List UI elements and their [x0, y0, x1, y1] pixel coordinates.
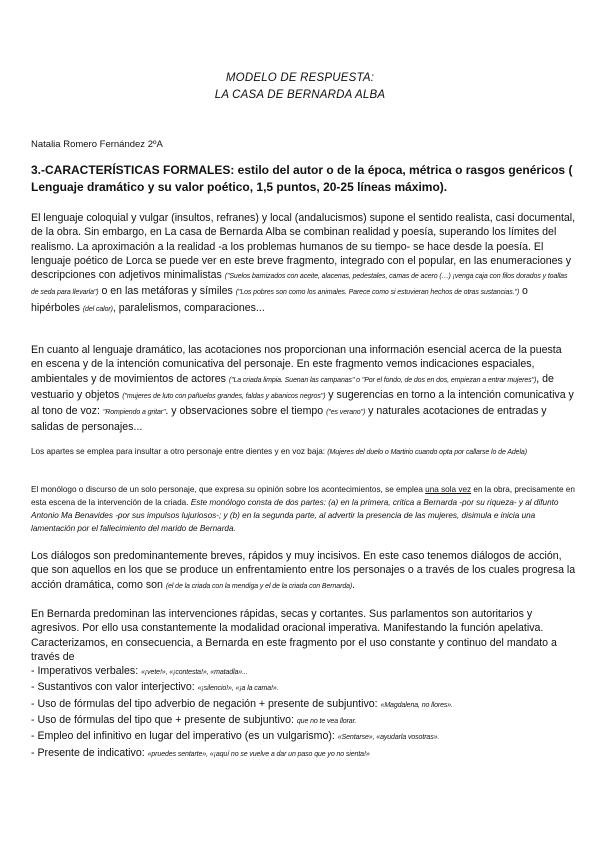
document-title-line2: LA CASA DE BERNARDA ALBA: [214, 89, 386, 101]
p6-intro: En Bernarda predominan las intervenciones rápidas, secas y cortantes. Sus parlamentos son autoritarios y agresivos. Por ello usa constantemente la modalidad oracional imperativa. Manifestando la función apelativa. Caracterizamos, en consecuencia, a Bernarda en este fragmento por el uso constante y continuo del mandato a través de: [31, 608, 557, 663]
p5-quote-a: (el de la criada con la mendiga y el de la criada con Bernarda): [165, 582, 353, 590]
list-item-example: «Magdalena, no llores».: [380, 701, 453, 709]
question-heading: 3.-CARACTERÍSTICAS FORMALES: estilo del autor o de la época, métrica o rasgos genéricos ( Lenguaje dramático y su valor poético, 1,5 puntos, 20-25 líneas máximo).: [31, 163, 573, 194]
p2-text-b: , de vestuario y objetos: [31, 372, 554, 401]
p1-text-b: o en las metáforas y símiles: [98, 285, 236, 298]
document-title-line1: MODELO DE RESPUESTA:: [225, 72, 375, 84]
p5-text-a: Los diálogos son predominantemente breves, rápidos y muy incisivos. En este caso tenemos diálogos de acción, que son aquellos en los que se produce un enfrentamiento entre los personajes o a través de los cuales progresa la acción dramática, como son: [31, 550, 576, 591]
list-item-example: «pruedes sentarte», «¡aquí no se vuelve a dar un paso que yo no sienta!»: [147, 750, 370, 758]
list-item-example: «¡vete!», «¡contesta!», «matadla»...: [141, 669, 248, 677]
list-item: [31, 680, 576, 696]
list-item: [31, 697, 576, 713]
p1-quote-a: ("Suelos barnizados con aceite, alacenas, pedestales, camas de acero (…) ¡venga caja con filos dorados y toallas de seda para llevarla"): [31, 273, 568, 297]
list-item: [31, 713, 576, 729]
p3-text-a: Los apartes se emplea para insultar a otro personaje entre dientes y en voz baja:: [31, 447, 328, 456]
list-item: [31, 664, 576, 680]
paragraph-bernarda: [31, 607, 576, 762]
author-name: Natalia Romero Fernández 2ºA: [31, 139, 163, 150]
p3-quote-a: (Mujeres del duelo o Martirio cuando opta por callarse lo de Adela): [327, 449, 527, 456]
list-item-example: que no te vea llorar.: [296, 718, 357, 726]
p5-text-b: .: [352, 578, 356, 591]
p2-text-e: y naturales acotaciones de entradas y salidas de personajes...: [31, 405, 547, 434]
p1-quote-c: (del calor): [82, 305, 113, 313]
p4-text-a: El monólogo o discurso de un solo personaje, que expresa su opinión sobre los acontecimientos, se emplea: [31, 485, 426, 494]
list-item-example: «¡silencio!», «¡a la cama!».: [197, 685, 279, 693]
paragraph-dramatic-language: [31, 343, 576, 435]
list-item-label: - Sustantivos con valor interjectivo:: [31, 681, 198, 694]
paragraph-monologo: [31, 483, 576, 535]
list-item-label: - Uso de fórmulas del tipo que + presente de subjuntivo:: [31, 714, 297, 727]
p2-quote-a: ("La criada limpia. Suenan las campanas" o "Por el fondo, de dos en dos, empiezan a entrar mujeres"): [228, 376, 537, 384]
p4-underlined: una sola vez: [425, 485, 472, 494]
list-item-label: - Presente de indicativo:: [31, 746, 148, 759]
p1-quote-b: ("Los pobres son como los animales. Parece como si estuvieran hechos de otras sustancias."): [235, 289, 520, 297]
list-item-example: «Sentarse», «ayudarla vosotras».: [337, 734, 440, 742]
p2-text-a: En cuanto al lenguaje dramático, las acotaciones nos proporcionan una información esencial acerca de la puesta en escena y de la intención comunicativa del personaje. En este fragmento vemos indicaciones espaciales, ambientales y de movimientos de actores: [31, 344, 562, 385]
p1-text-a: El lenguaje coloquial y vulgar (insultos, refranes) y local (andalucismos) supone el sentido realista, casi documental, de la obra. Sin embargo, en La casa de Bernarda Alba se combinan realidad y poesía, superando los límites del realismo. La aproximación a la realidad -a los problemas humanos de su tiempo- se hace desde la poesía. El lenguaje poético de Lorca se puede ver en este breve fragmento, integrado con el popular, en las enumeraciones y descripciones con adjetivos minimalistas: [31, 212, 576, 282]
p2-quote-b: ("mujeres de luto con pañuelos grandes, faldas y abanicos negros"): [122, 392, 326, 400]
imperative-list: [31, 664, 576, 762]
paragraph-dialogos: [31, 549, 576, 594]
p4-text-b: en la obra, precisamente en esta escena de la intervención de la criada.: [31, 485, 575, 507]
list-item-label: - Empleo del infinitivo en lugar del imperativo (es un vulgarismo):: [31, 730, 338, 743]
p2-quote-c: "Rompiendo a gritar": [102, 409, 166, 417]
p4-italic: Este monólogo consta de dos partes: (a) en la primera, critica a Bernarda -por su riqueza- y al difunto Antonio Ma Benavides -por sus impulsos lujuriosos-; y (b) en la segunda parte, al advertir la presencia de las mujeres, disimula e inicia una lamentación por el fallecimiento del marido de Bernarda.: [31, 498, 559, 533]
list-item: [31, 746, 576, 762]
paragraph-apartes: [31, 446, 576, 459]
list-item-label: - Uso de fórmulas del tipo adverbio de negación + presente de subjuntivo:: [31, 697, 381, 710]
p2-text-d: . y observaciones sobre el tiempo: [165, 405, 327, 418]
list-item-label: - Imperativos verbales:: [31, 665, 142, 678]
p2-text-c: y sugerencias en torno a la intención comunicativa y al tono de voz:: [31, 388, 574, 418]
p2-quote-d: ("es verano"): [326, 409, 366, 417]
p1-text-d: , paralelismos, comparaciones...: [112, 301, 265, 314]
paragraph-language: [31, 211, 576, 317]
list-item: [31, 729, 576, 745]
p1-text-c: o hipérboles: [31, 285, 528, 314]
